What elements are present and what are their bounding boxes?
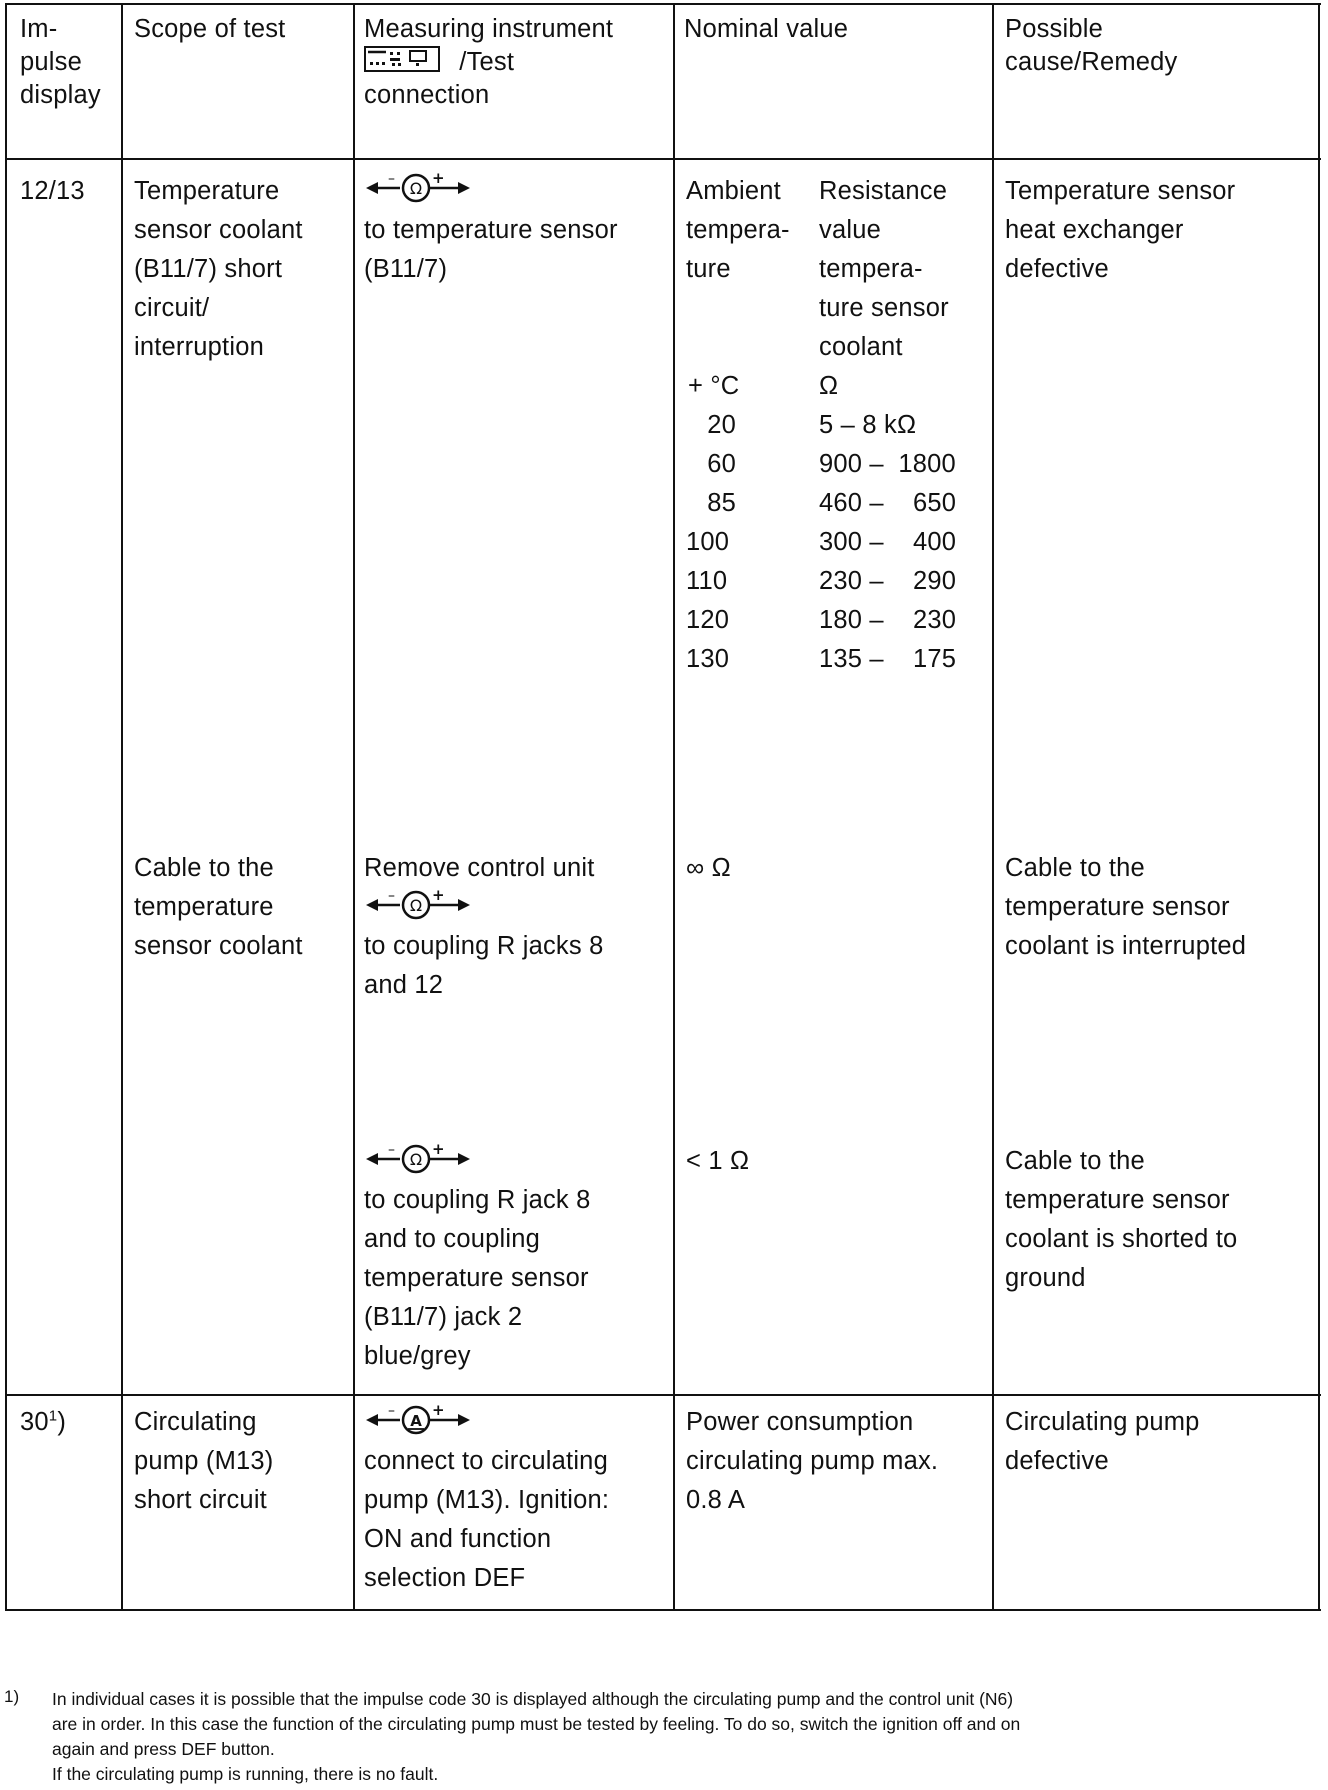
cause-cell: Cable to the temperature sensor coolant is interrupted <box>1005 854 1247 960</box>
column-divider <box>353 3 355 1611</box>
svg-text:+: + <box>432 1143 445 1158</box>
reading-temp: 110 <box>686 567 728 595</box>
impulse-code: $30^1$) <box>20 1407 67 1436</box>
footnote-text: In individual cases it is possible that the impulse code 30 is displayed although the circulating pump and the control unit (N6) are in order. In this case the function of the circulating pump must be tested by feeling. To do so, switch the ignition off and on again and press DEF button. If the circulating pump is running, there is no fault. <box>52 1689 1021 1784</box>
scope-cell: Circulating pump (M13) short circuit <box>134 1408 274 1514</box>
ohmmeter-icon <box>366 1143 470 1175</box>
svg-text:Ω: Ω <box>409 179 423 198</box>
impulse-code: 12/13 <box>20 177 85 205</box>
nominal-ambient-header: Ambient tempera- ture <box>686 177 790 283</box>
column-divider <box>992 3 994 1611</box>
reading-temp: 130 <box>686 645 730 673</box>
instrument-cell: to coupling R jacks 8 and 12 <box>364 932 604 999</box>
reading-res: 300 – 400 <box>819 528 957 556</box>
nominal-cell: Power consumption circulating pump max. 0.8 A <box>686 1408 939 1514</box>
ammeter-icon <box>366 1404 470 1436</box>
svg-text:–: – <box>388 1404 395 1419</box>
column-divider <box>121 3 123 1611</box>
reading-temp: 100 <box>686 528 730 556</box>
ohmmeter-icon <box>366 172 470 204</box>
table-border-bottom <box>5 1609 1321 1611</box>
header-instrument: Measuring instrument /Test connection <box>364 15 614 109</box>
header-divider <box>5 158 1321 160</box>
cause-cell: Temperature sensor heat exchanger defective <box>1005 177 1236 283</box>
scope-cell: Cable to the temperature sensor coolant <box>134 854 303 960</box>
scope-cell: Temperature sensor coolant (B11/7) short circuit/ interruption <box>134 177 303 361</box>
table-border-left <box>5 3 7 1611</box>
instrument-cell: to temperature sensor (B11/7) <box>364 216 618 283</box>
svg-text:–: – <box>388 172 395 187</box>
header-impulse: Im- pulse display <box>20 15 101 109</box>
svg-text:+: + <box>432 1404 445 1419</box>
reading-res: 230 – 290 <box>819 567 957 595</box>
svg-text:+: + <box>432 172 445 187</box>
reading-temp: 60 <box>707 450 736 478</box>
instrument-cell: connect to circulating pump (M13). Ignition: ON and function selection DEF <box>364 1447 610 1592</box>
reading-temp: 120 <box>686 606 730 634</box>
svg-text:A: A <box>410 1412 422 1430</box>
ohmmeter-icon <box>366 889 470 921</box>
svg-text:–: – <box>388 889 395 904</box>
svg-text:Ω: Ω <box>409 1150 423 1169</box>
instrument-note: Remove control unit <box>364 854 595 882</box>
reading-res: 180 – 230 <box>819 606 957 634</box>
reading-res: 135 – 175 <box>819 645 957 673</box>
row-divider <box>5 1394 1321 1396</box>
table-border-right <box>1318 3 1320 1611</box>
table-border-top <box>5 3 1321 5</box>
svg-text:+: + <box>432 889 445 904</box>
svg-text:Ω: Ω <box>409 896 423 915</box>
header-nominal: Nominal value <box>684 15 849 43</box>
unit-resistance: Ω <box>819 372 839 400</box>
header-cause: Possible cause/Remedy <box>1005 15 1178 76</box>
nominal-resistance-header: Resistance value tempera- ture sensor coolant <box>819 177 949 361</box>
column-divider <box>673 3 675 1611</box>
tester-display-icon <box>364 46 440 81</box>
reading-temp: 20 <box>707 411 736 439</box>
cause-cell: Cable to the temperature sensor coolant is shorted to ground <box>1005 1147 1238 1292</box>
svg-text:–: – <box>388 1143 395 1158</box>
nominal-cell: ∞ Ω <box>686 854 731 882</box>
cause-cell: Circulating pump defective <box>1005 1408 1200 1475</box>
footnote-reference: 1 <box>48 1407 58 1425</box>
reading-temp: 85 <box>707 489 736 517</box>
nominal-cell: < 1 Ω <box>686 1147 750 1175</box>
reading-res: 900 – 1800 <box>819 450 956 478</box>
reading-res: 460 – 650 <box>819 489 957 517</box>
reading-res: 5 – 8 kΩ <box>819 411 917 439</box>
instrument-cell: to coupling R jack 8 and to coupling temperature sensor (B11/7) jack 2 blue/grey <box>364 1186 591 1370</box>
unit-temperature: + °C <box>688 372 740 400</box>
header-scope: Scope of test <box>134 15 286 43</box>
footnote-marker: 1) <box>4 1687 20 1706</box>
